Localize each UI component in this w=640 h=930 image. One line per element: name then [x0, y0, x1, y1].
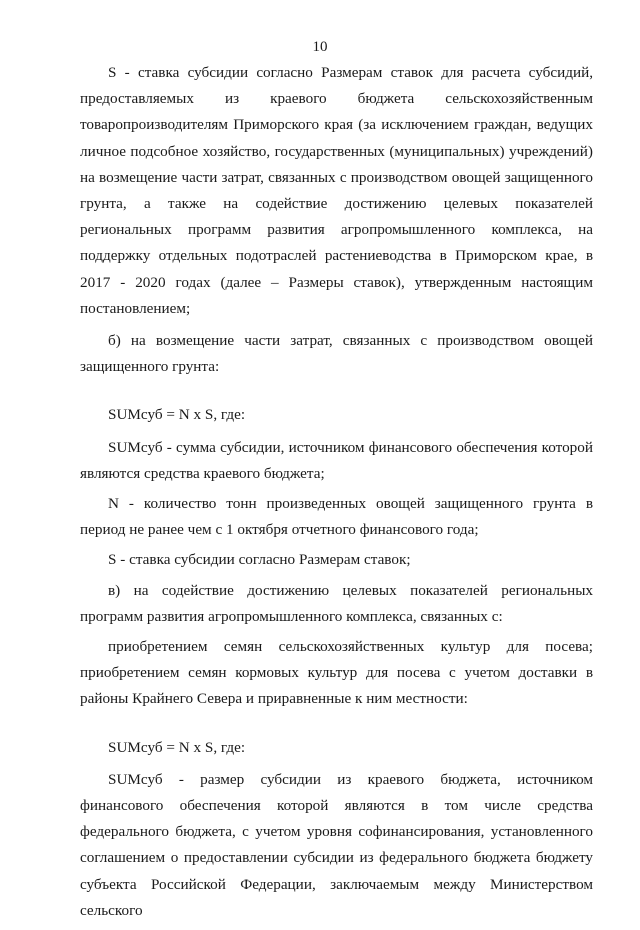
formula-subsidy-v: SUMсуб = N x S, где: — [108, 738, 246, 756]
paragraph-rate-definition: S - ставка субсидии согласно Размерам ставок для расчета субсидий, предоставляемых из краевого бюджета сельскохозяйственным товаропроизводителям Приморского края (за исключением граждан, ведущих личное подсобное хозяйство, государственных (муниципальных) учреждений) на возмещение части затрат, связанных с производством овощей защищенного грунта, а также на содействие достижению целевых показателей региональных программ развития агропромышленного комплекса, на поддержку отдельных подотраслей растениеводства в Приморском крае, в 2017 - 2020 годах (далее – Размеры ставок), утвержденным настоящим постановлением; — [80, 64, 593, 317]
paragraph-s-definition-b: S - ставка субсидии согласно Размерам ставок; — [108, 551, 411, 569]
paragraph-n-definition-b: N - количество тонн произведенных овощей защищенного грунта в период не ранее чем с 1 октября отчетного финансового года; — [80, 495, 593, 539]
paragraph-item-b: б) на возмещение части затрат, связанных с производством овощей защищенного грунта: — [80, 332, 593, 376]
paragraph-sum-definition-b: SUMсуб - сумма субсидии, источником финансового обеспечения которой являются средства краевого бюджета; — [80, 438, 593, 482]
paragraph-sum-definition-v: SUMсуб - размер субсидии из краевого бюджета, источником финансового обеспечения которой являются в том числе средства федерального бюджета, с учетом уровня софинансирования, установленного соглашением о предоставлении субсидии из федерального бюджета бюджету субъекта Российской Федерации, заключаемым между Министерством сельского — [80, 770, 593, 919]
paragraph-seed-purchase: приобретением семян сельскохозяйственных культур для посева; приобретением семян кормовых культур для посева с учетом доставки в районы Крайнего Севера и приравненные к ним местности: — [80, 638, 593, 708]
document-body — [80, 60, 593, 930]
paragraph-item-v: в) на содействие достижению целевых показателей региональных программ развития агропромышленного комплекса, связанных с: — [80, 581, 593, 625]
formula-subsidy-b: SUMсуб = N x S, где: — [108, 406, 246, 424]
page-number: 10 — [312, 39, 328, 55]
